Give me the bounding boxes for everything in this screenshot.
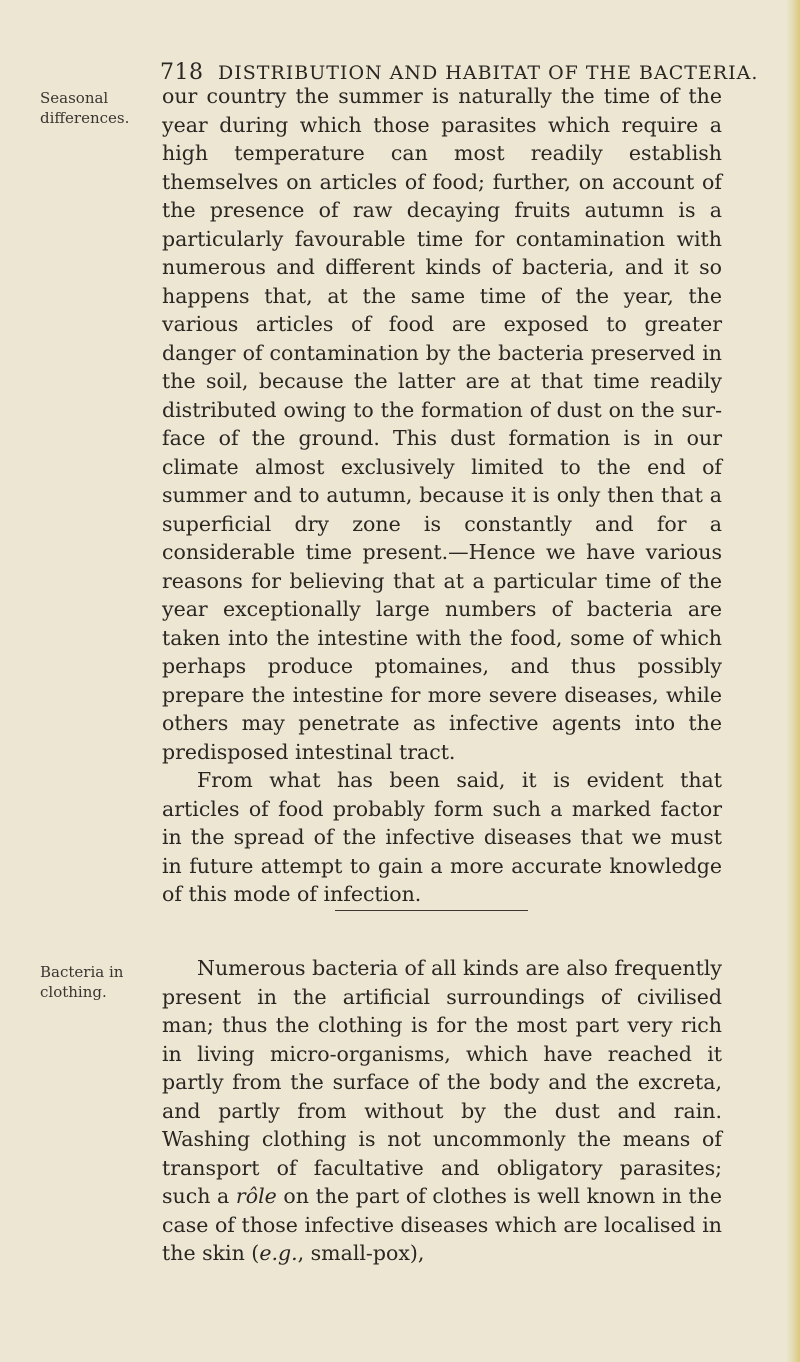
- page-number: 718: [160, 60, 204, 85]
- page-edge: [786, 0, 800, 1362]
- running-title: DISTRIBUTION AND HABITAT OF THE BACTERIA.: [218, 62, 759, 84]
- margin-note-clothing: Bacteria in clothing.: [40, 963, 124, 1001]
- section-clothing-text: [162, 954, 722, 1268]
- paragraph: our country the summer is naturally the time of the year during which those parasites which require a high temperature can most readily establish themselves on articles of food; further, on account of the presence of raw decaying fruits autumn is a particularly favourable time for contamination with numerous and different kinds of bacteria, and it so happens that, at the same time of the year, the various articles of food are exposed to greater danger of contamination by the bacteria preserved in the soil, because the latter are at that time readily distributed owing to the formation of dust on the surface of the ground. This dust formation is in our climate almost exclusively limited to the end of summer and to autumn, because it is only then that a superficial dry zone is constantly and for a considerable time present.—Hence we have various reasons for believing that at a particular time of the year exceptionally large numbers of bacteria are taken into the intestine with the food, some of which perhaps produce ptomaines, and thus possibly prepare the intestine for more severe diseases, while others may penetrate as infective agents into the predisposed intestinal tract.: [162, 84, 722, 764]
- italic-role: rôle: [235, 1184, 277, 1208]
- text-run: , small-pox),: [297, 1241, 425, 1265]
- text-run: on the part of clothes is well known in the case of those infective diseases which are localised in the skin (: [162, 1184, 722, 1265]
- section-divider: [335, 910, 528, 911]
- text-run: Numerous bacteria of all kinds are also frequently present in the artificial surroundings of civilised man; thus the clothing is for the most part very rich in living micro-organisms, which have reached it partly from the surface of the body and the excreta, and partly from without by the dust and rain. Washing clothing is not uncommonly the means of transport of facultative and obligatory parasites; such a: [162, 956, 722, 1208]
- italic-eg: e.g.: [259, 1241, 298, 1265]
- section-seasonal-text: [162, 82, 722, 909]
- paragraph: [162, 954, 722, 1268]
- margin-note-seasonal: Seasonal differences.: [40, 89, 130, 127]
- paragraph: From what has been said, it is evident that articles of food probably form such a marked factor in the spread of the infective diseases that we must in future attempt to gain a more accurate knowledge of this mode of infection.: [162, 768, 722, 906]
